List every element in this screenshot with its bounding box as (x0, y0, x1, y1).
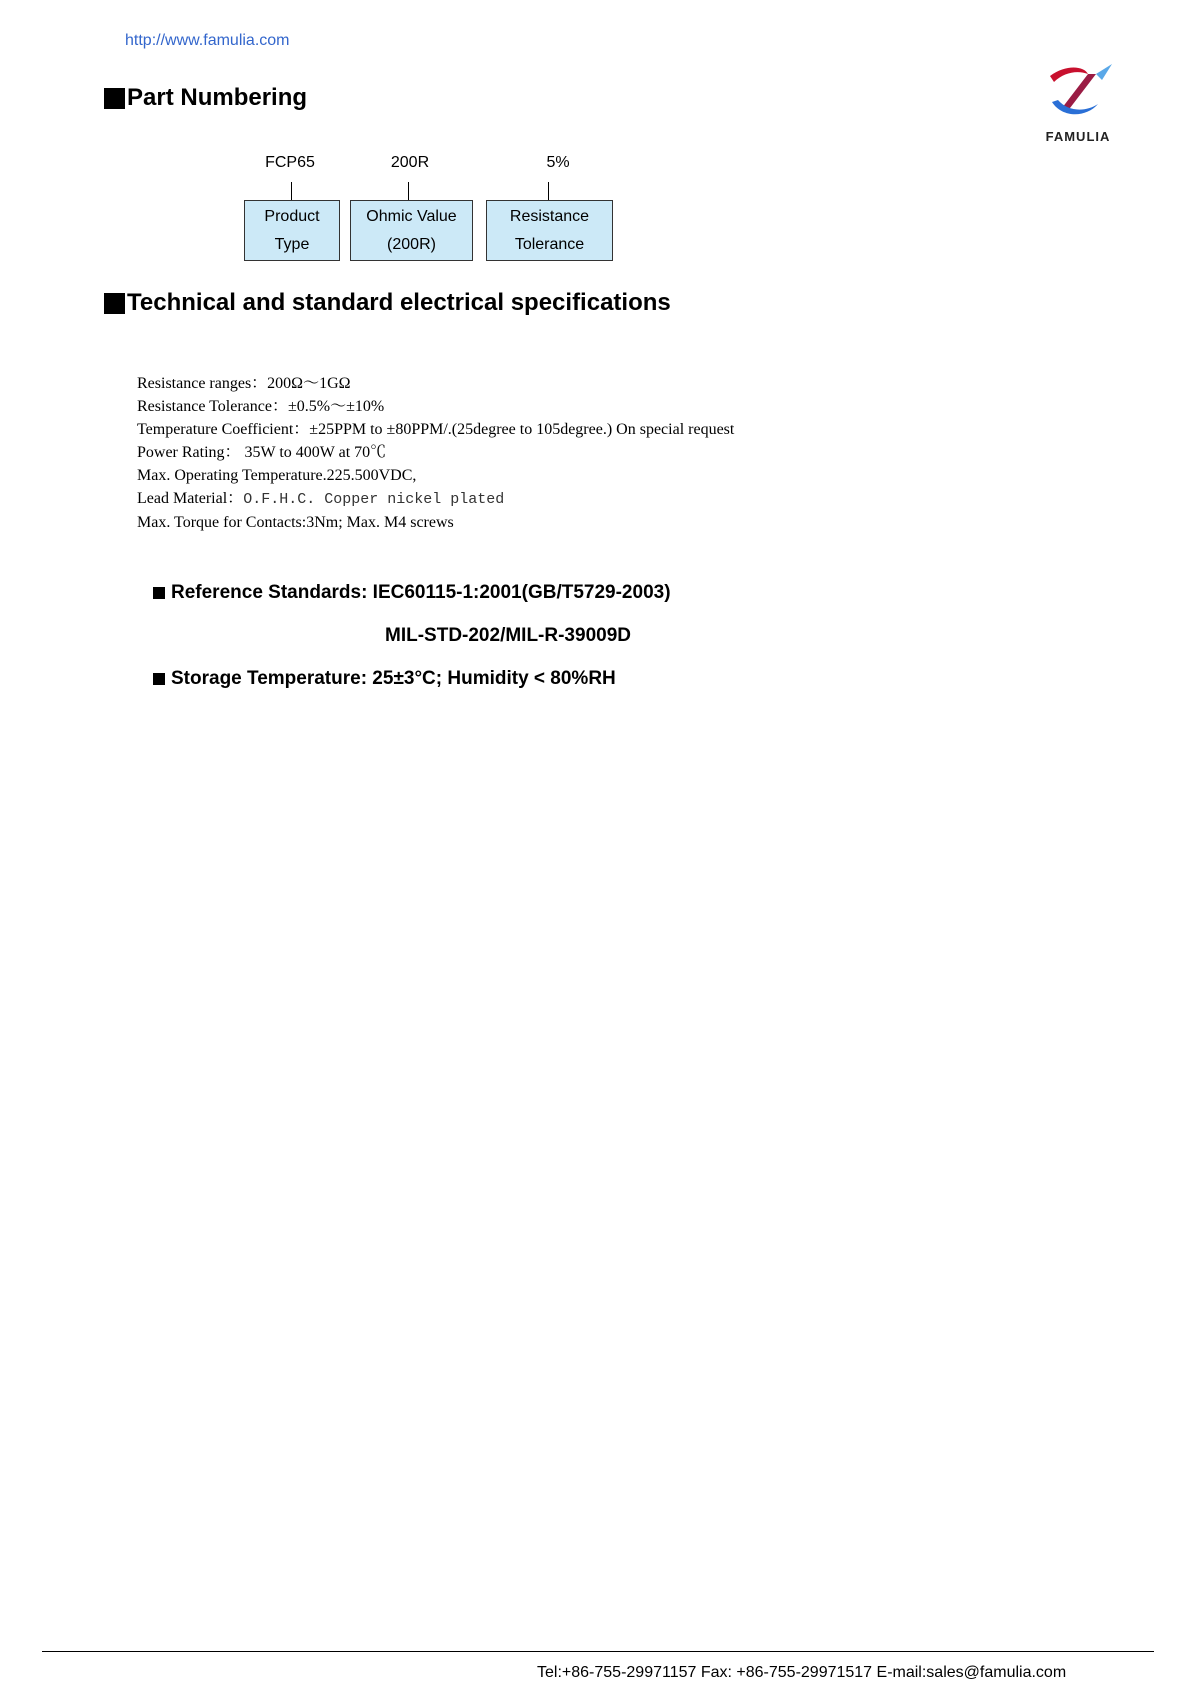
spec-lead-material-value: O.F.H.C. Copper nickel plated (243, 491, 505, 508)
connector-line (548, 182, 549, 200)
code-ohmic-value: 200R (390, 154, 430, 171)
spec-resistance-tolerance: Resistance Tolerance：±0.5%～±10% (137, 398, 385, 415)
box-line: Tolerance (514, 235, 585, 253)
reference-standards-continued: MIL-STD-202/MIL-R-39009D (385, 625, 631, 646)
famulia-logo (1036, 62, 1120, 144)
spec-temperature-coefficient: Temperature Coefficient：±25PPM to ±80PPM/.(25degree to 105degree.) On special request (137, 421, 735, 438)
square-bullet-icon (153, 587, 165, 599)
box-line: Product (264, 207, 320, 225)
part-numbering-title (104, 84, 307, 112)
box-resistance-tolerance (486, 200, 613, 261)
storage-temperature (153, 668, 616, 690)
footer-contact: Tel:+86-755-29971157 Fax: +86-755-29971517 E-mail:sales@famulia.com (537, 1664, 1067, 1681)
square-bullet-icon (153, 673, 165, 685)
reference-standards (153, 582, 671, 604)
spec-power-rating: Power Rating： 35W to 400W at 70℃ (137, 444, 387, 461)
storage-temperature-text: Storage Temperature: 25±3°C; Humidity < 80%RH (171, 668, 616, 689)
box-line: Ohmic Value (366, 207, 457, 225)
spec-resistance-range: Resistance ranges：200Ω～1GΩ (137, 375, 351, 392)
code-tolerance: 5% (546, 154, 570, 171)
connector-line (291, 182, 292, 200)
box-line: (200R) (387, 235, 436, 253)
website-link[interactable]: http://www.famulia.com (125, 32, 290, 49)
part-numbering-title-text: Part Numbering (127, 84, 308, 111)
spec-max-torque: Max. Torque for Contacts:3Nm; Max. M4 screws (137, 514, 454, 531)
spec-list (137, 372, 734, 534)
code-product-type: FCP65 (265, 154, 315, 171)
specifications-title (104, 289, 671, 317)
footer-divider (42, 1651, 1154, 1652)
square-bullet-icon (104, 88, 125, 109)
logo-text: FAMULIA (1045, 129, 1111, 144)
spec-max-operating-temperature: Max. Operating Temperature.225.500VDC, (137, 467, 417, 484)
specifications-title-text: Technical and standard electrical specifications (127, 289, 671, 316)
box-ohmic-value (350, 200, 473, 261)
connector-line (408, 182, 409, 200)
reference-standards-text: Reference Standards: IEC60115-1:2001(GB/T5729-2003) (171, 582, 671, 603)
famulia-logo-mark (1040, 62, 1116, 122)
square-bullet-icon (104, 293, 125, 314)
spec-lead-material (137, 487, 734, 511)
box-product-type (244, 200, 340, 261)
box-line: Type (274, 235, 310, 253)
spec-lead-material-label: Lead Material： (137, 490, 244, 507)
box-line: Resistance (509, 207, 590, 225)
